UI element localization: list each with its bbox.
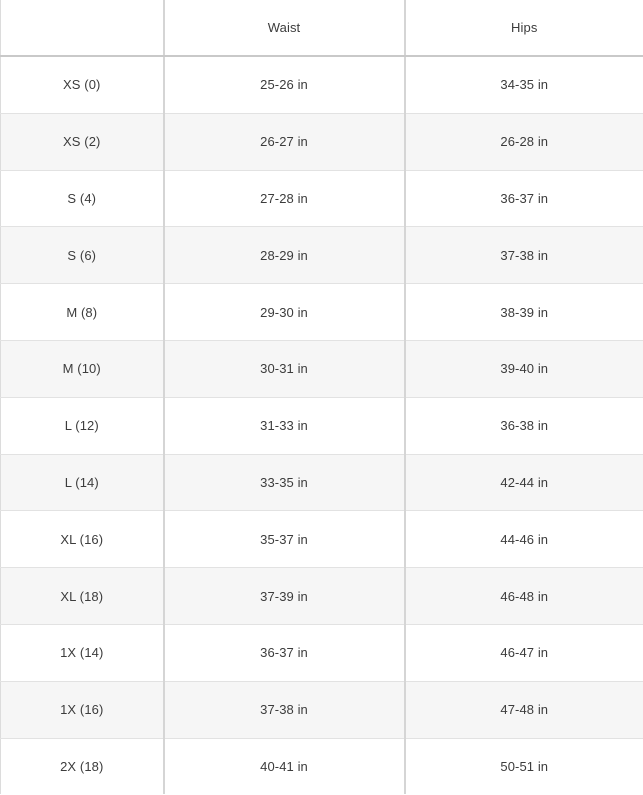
size-cell: XL (16) [1,511,164,568]
hips-cell: 38-39 in [405,284,643,341]
waist-cell: 37-39 in [164,568,405,625]
size-cell: S (4) [1,170,164,227]
waist-column-header: Waist [164,0,405,56]
hips-cell: 42-44 in [405,454,643,511]
hips-cell: 46-48 in [405,568,643,625]
table-row-m-10 [1,340,643,397]
table-row-1x-14 [1,624,643,681]
size-cell: 1X (16) [1,681,164,738]
hips-cell: 47-48 in [405,681,643,738]
hips-cell: 37-38 in [405,227,643,284]
waist-cell: 40-41 in [164,738,405,794]
waist-cell: 27-28 in [164,170,405,227]
hips-cell: 44-46 in [405,511,643,568]
hips-cell: 50-51 in [405,738,643,794]
size-cell: L (14) [1,454,164,511]
size-cell: L (12) [1,397,164,454]
hips-cell: 39-40 in [405,340,643,397]
table-row-xl-18 [1,568,643,625]
table-row-s-4 [1,170,643,227]
hips-cell: 26-28 in [405,113,643,170]
waist-cell: 25-26 in [164,56,405,113]
waist-cell: 26-27 in [164,113,405,170]
table-row-s-6 [1,227,643,284]
size-cell: M (10) [1,340,164,397]
waist-cell: 36-37 in [164,624,405,681]
hips-cell: 36-38 in [405,397,643,454]
size-cell: 2X (18) [1,738,164,794]
waist-cell: 33-35 in [164,454,405,511]
table-row-xl-16 [1,511,643,568]
table-row-xs-0 [1,56,643,113]
table-row-l-12 [1,397,643,454]
size-cell: XL (18) [1,568,164,625]
hips-cell: 36-37 in [405,170,643,227]
size-cell: XS (0) [63,77,101,93]
hips-column-header: Hips [405,0,643,56]
table-row-l-14 [1,454,643,511]
table-row-2x-18 [1,738,643,794]
hips-cell: 46-47 in [405,624,643,681]
table-row-1x-16 [1,681,643,738]
header-row [1,0,643,56]
waist-cell: 30-31 in [164,340,405,397]
waist-cell: 31-33 in [164,397,405,454]
size-cell: M (8) [1,284,164,341]
size-chart-header [1,0,643,56]
waist-cell: 35-37 in [164,511,405,568]
waist-cell: 28-29 in [164,227,405,284]
size-column-header [1,0,164,56]
size-cell: S (6) [1,227,164,284]
size-cell: 1X (14) [1,624,164,681]
size-cell: XS (2) [1,113,164,170]
table-row-xs-2 [1,113,643,170]
waist-cell: 29-30 in [164,284,405,341]
table-row-m-8 [1,284,643,341]
size-chart-body [1,56,643,794]
waist-cell: 37-38 in [164,681,405,738]
hips-cell: 34-35 in [405,56,643,113]
